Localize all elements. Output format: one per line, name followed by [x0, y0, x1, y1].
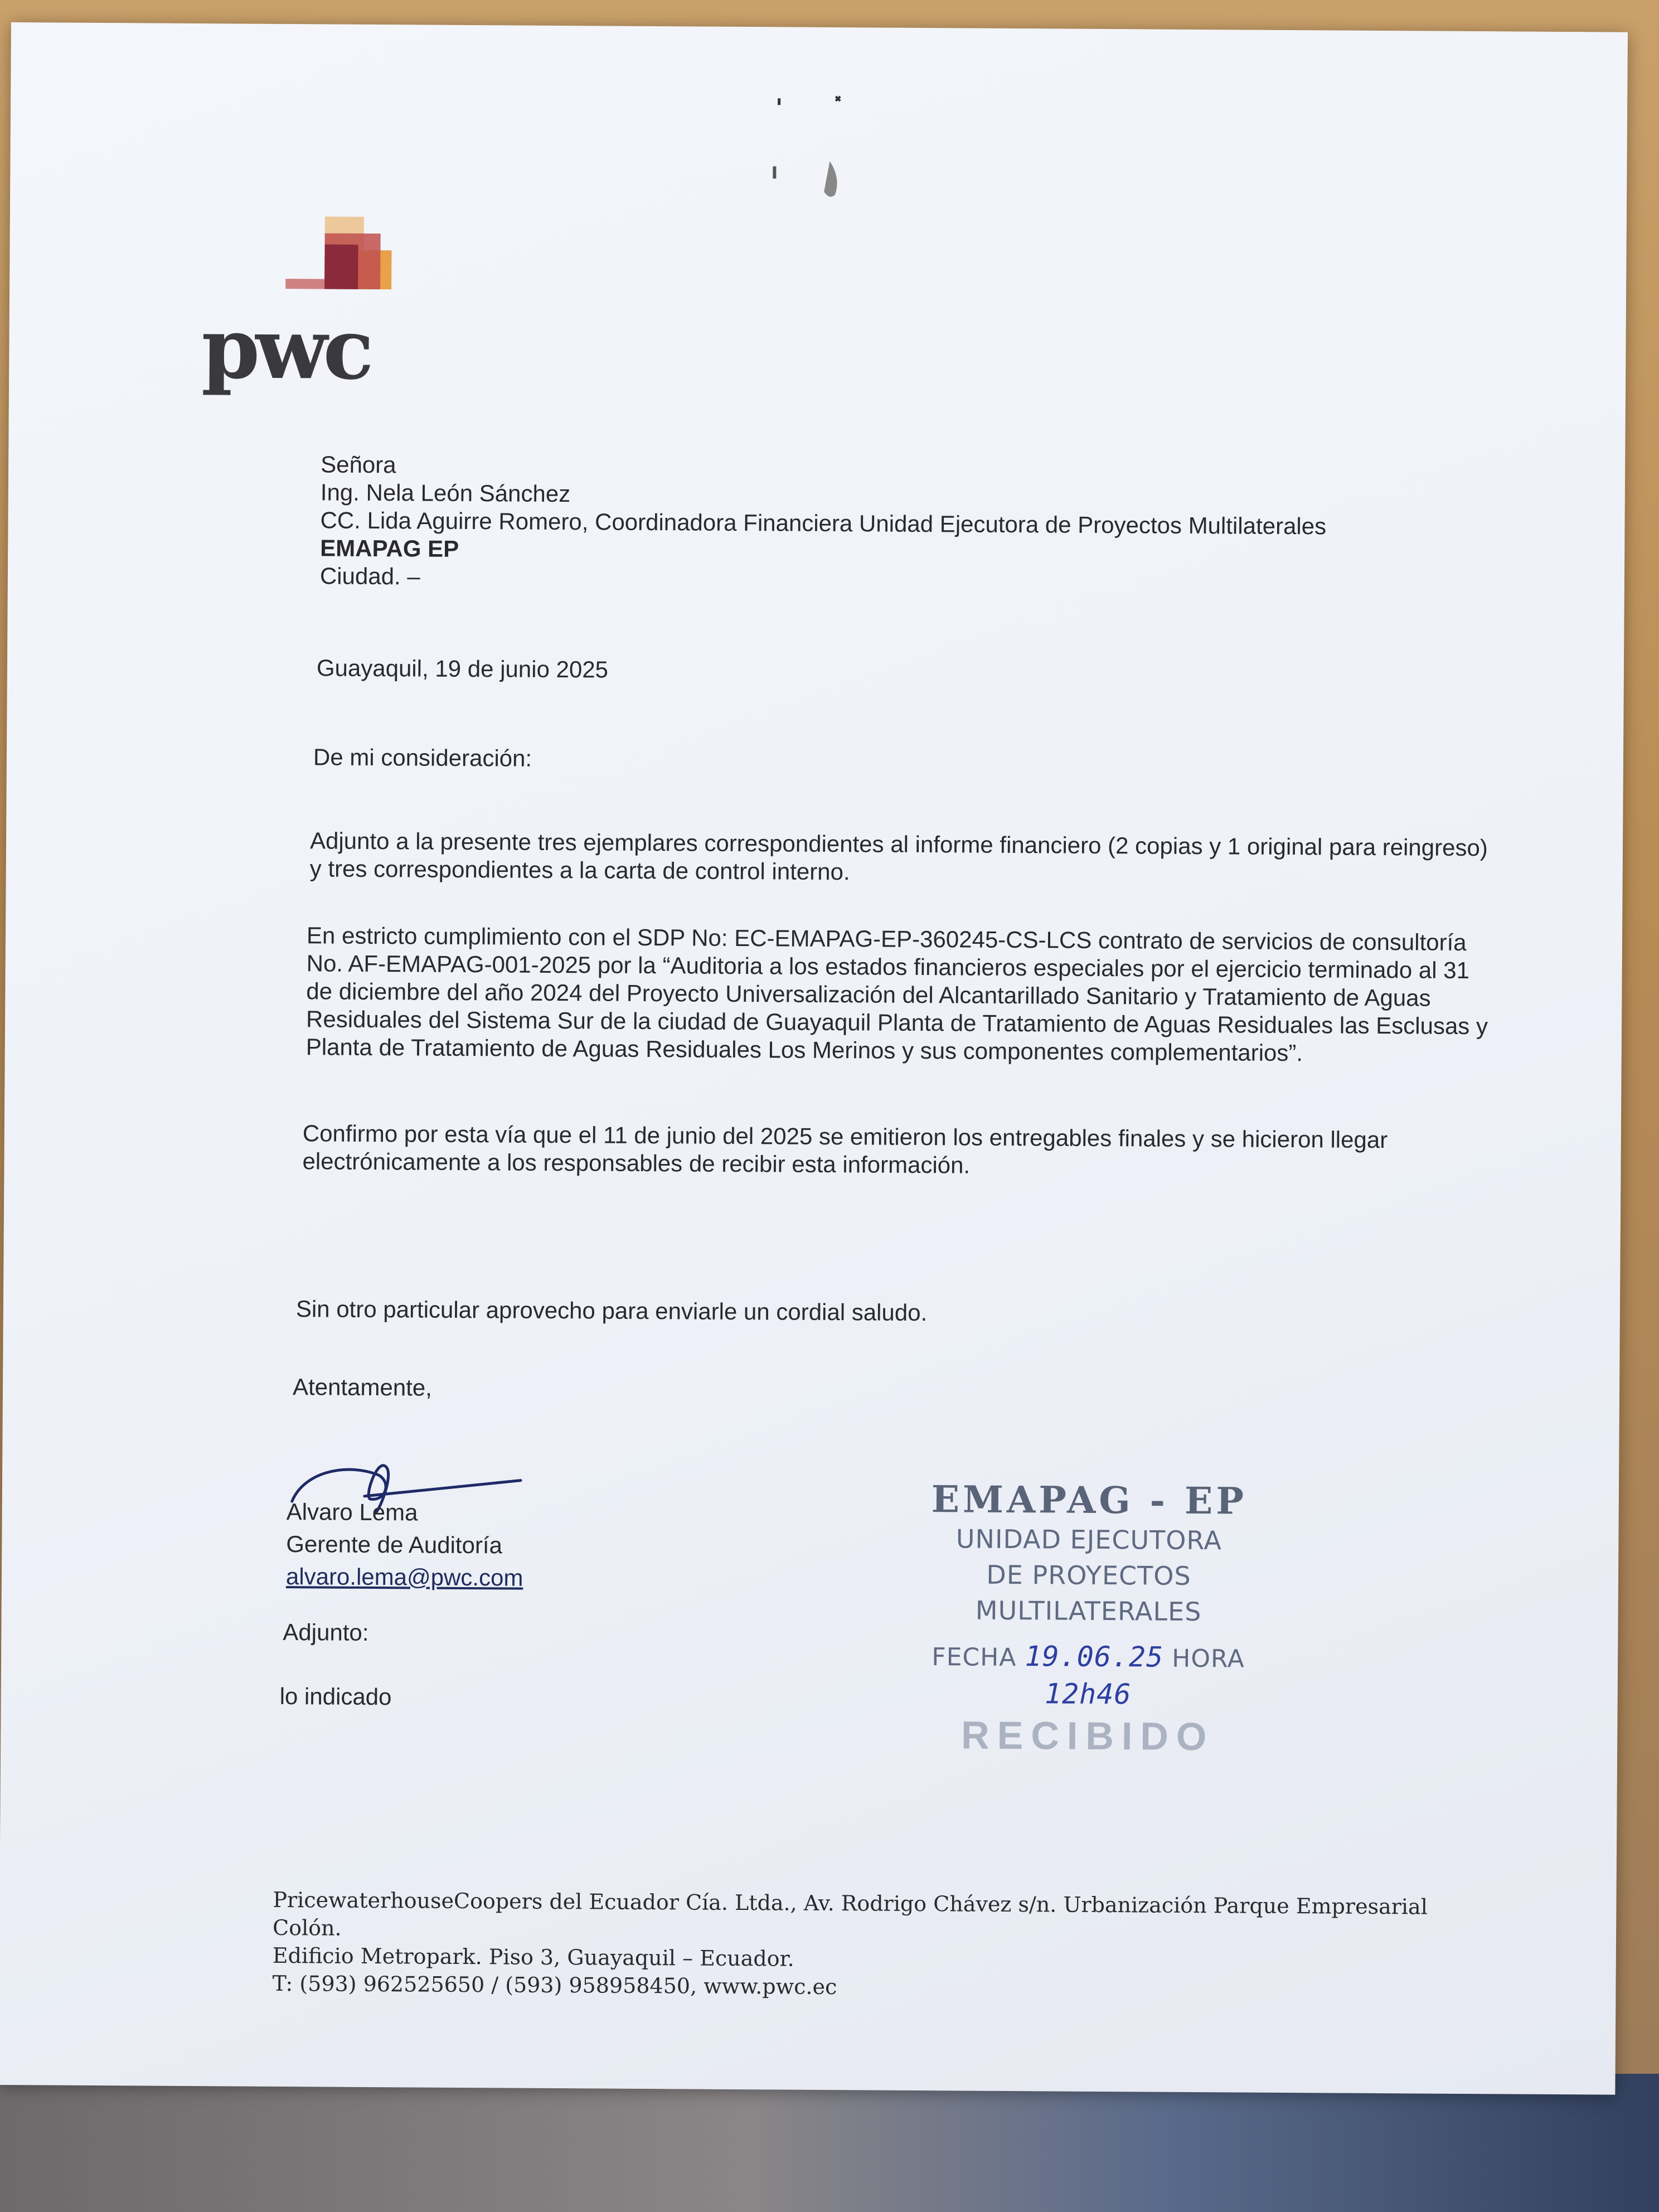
stamp-line-1: UNIDAD EJECUTORA [955, 1524, 1223, 1556]
received-stamp [887, 1477, 1291, 1759]
letter-paragraph-1: Adjunto a la presente tres ejemplares correspondientes al informe financiero (2 copias y 1 original para reingreso) y tres correspondientes a la carta de control interno. [309, 827, 1488, 885]
stamp-line-2: DE PROYECTOS MULTILATERALES [975, 1559, 1202, 1627]
stamp-hora-value: 12h46 [1044, 1677, 1132, 1711]
signer-email-link[interactable]: alvaro.lema@pwc.com [285, 1563, 523, 1591]
stamp-date-time [887, 1638, 1289, 1715]
recipient-title: Señora [321, 451, 396, 478]
stamp-received: RECIBIDO [961, 1713, 1215, 1759]
footer-line-3: T: (593) 962525650 / (593) 958958450, www.pwc.ec [272, 1971, 837, 2000]
stamp-org: EMAPAG - EP [931, 1477, 1248, 1523]
letter-date: Guayaquil, 19 de junio 2025 [316, 654, 609, 683]
stamp-hora-label: HORA [1172, 1644, 1245, 1673]
stamp-fecha-label: FECHA [932, 1643, 1017, 1672]
signer-name: Alvaro Lema [286, 1498, 418, 1526]
desk-surface-bottom [0, 2074, 1659, 2212]
pwc-logo [201, 216, 425, 399]
recipient-cc: CC. Lida Aguirre Romero, Coordinadora Financiera Unidad Ejecutora de Proyectos Multilaterales [320, 507, 1327, 540]
recipient-name: Ing. Nela León Sánchez [320, 479, 571, 507]
signer-role: Gerente de Auditoría [286, 1531, 503, 1559]
pwc-logo-mark-icon [285, 216, 397, 295]
attachment-value: lo indicado [279, 1682, 392, 1710]
paper-specks [751, 83, 920, 229]
signer-block [286, 1496, 523, 1594]
letter-footer [272, 1886, 1499, 2005]
letter-regards: Atentamente, [292, 1374, 433, 1401]
letter-page [0, 22, 1628, 2095]
attachment-label: Adjunto: [283, 1619, 369, 1646]
letter-paragraph-2: En estricto cumplimiento con el SDP No: EC-EMAPAG-EP-360245-CS-LCS contrato de servicios de consultoría No. AF-EMAPAG-001-2025 por la “Auditoria a los estados financieros especiales por el ejercicio terminado al 31 de diciembre del año 2024 del Proyecto Universalización del Alcantarillado Sanitario y Tratamiento de Aguas Residuales del Sistema Sur de la ciudad de Guayaquil Planta de Tratamiento de Aguas Residuales las Esclusas y Planta de Tratamiento de Aguas Residuales Los Merinos y sus componentes complementarios”. [305, 922, 1488, 1066]
pwc-logo-text: pwc [201, 299, 370, 399]
recipient-org: EMAPAG EP [320, 535, 459, 562]
recipient-city: Ciudad. – [319, 562, 420, 590]
recipient-block [320, 450, 1327, 596]
letter-greeting: De mi consideración: [313, 744, 532, 772]
letter-closing: Sin otro particular aprovecho para enviarle un cordial saludo. [295, 1296, 928, 1326]
footer-line-1: PricewaterhouseCoopers del Ecuador Cía. Ltda., Av. Rodrigo Chávez s/n. Urbanización Parque Empresarial Colón. [272, 1887, 1428, 1941]
footer-line-2: Edificio Metropark. Piso 3, Guayaquil – Ecuador. [272, 1943, 794, 1971]
stamp-fecha-value: 19.06.25 [1025, 1640, 1164, 1673]
letter-paragraph-3: Confirmo por esta vía que el 11 de junio del 2025 se emitieron los entregables finales y se hicieron llegar electrónicamente a los responsables de recibir esta información. [302, 1120, 1388, 1178]
